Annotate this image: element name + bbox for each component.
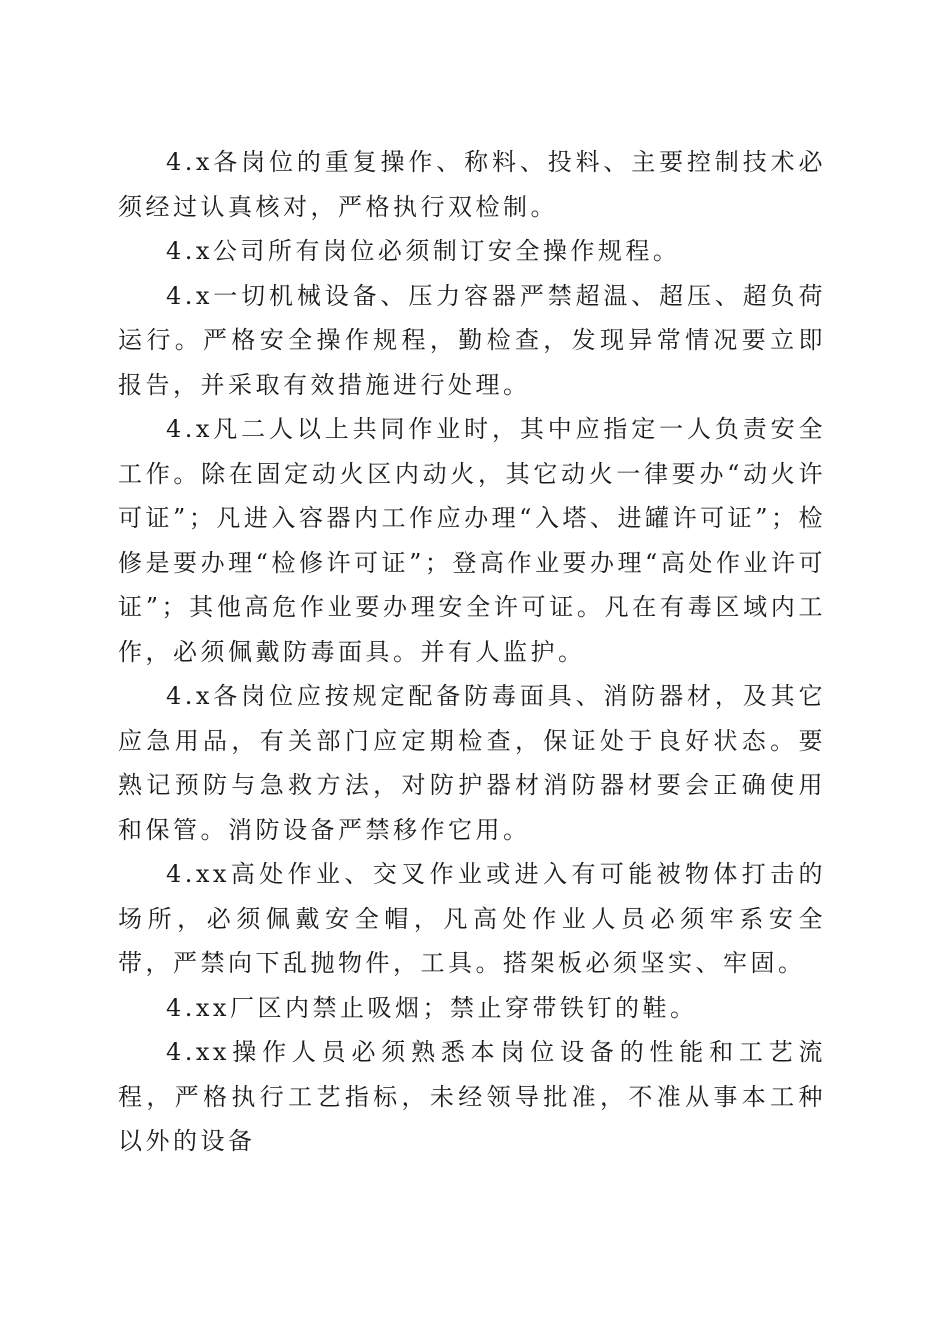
paragraph-1: 4.x各岗位的重复操作、称料、投料、主要控制技术必须经过认真核对，严格执行双检制。 <box>118 148 826 221</box>
paragraph-3: 4.x一切机械设备、压力容器严禁超温、超压、超负荷运行。严格安全操作规程，勤检查，发现异常情况要立即报告，并采取有效措施进行处理。 <box>118 281 826 399</box>
paragraph-7: 4.xx厂区内禁止吸烟；禁止穿带铁钉的鞋。 <box>166 993 698 1022</box>
paragraph-6: 4.xx高处作业、交叉作业或进入有可能被物体打击的场所，必须佩戴安全帽，凡高处作业人员必须牢系安全带，严禁向下乱抛物件，工具。搭架板必须坚实、牢固。 <box>118 860 826 977</box>
document-body <box>118 140 826 1164</box>
paragraph-4: 4.x凡二人以上共同作业时，其中应指定一人负责安全工作。除在固定动火区内动火，其它动火一律要办“动火许可证”；凡进入容器内工作应办理“入塔、进罐许可证”；检修是要办理“检修许可证”；登高作业要办理“高处作业许可证”；其他高危作业要办理安全许可证。凡在有毒区域内工作，必须佩戴防毒面具。并有人监护。 <box>118 415 826 666</box>
paragraph-5: 4.x各岗位应按规定配备防毒面具、消防器材，及其它应急用品，有关部门应定期检查，保证处于良好状态。要熟记预防与急救方法，对防护器材消防器材要会正确使用和保管。消防设备严禁移作它用。 <box>118 682 826 844</box>
paragraph-2: 4.x公司所有岗位必须制订安全操作规程。 <box>166 237 681 265</box>
paragraph-8: 4.xx操作人员必须熟悉本岗位设备的性能和工艺流程，严格执行工艺指标，未经领导批准，不准从事本工种以外的设备 <box>118 1038 826 1155</box>
